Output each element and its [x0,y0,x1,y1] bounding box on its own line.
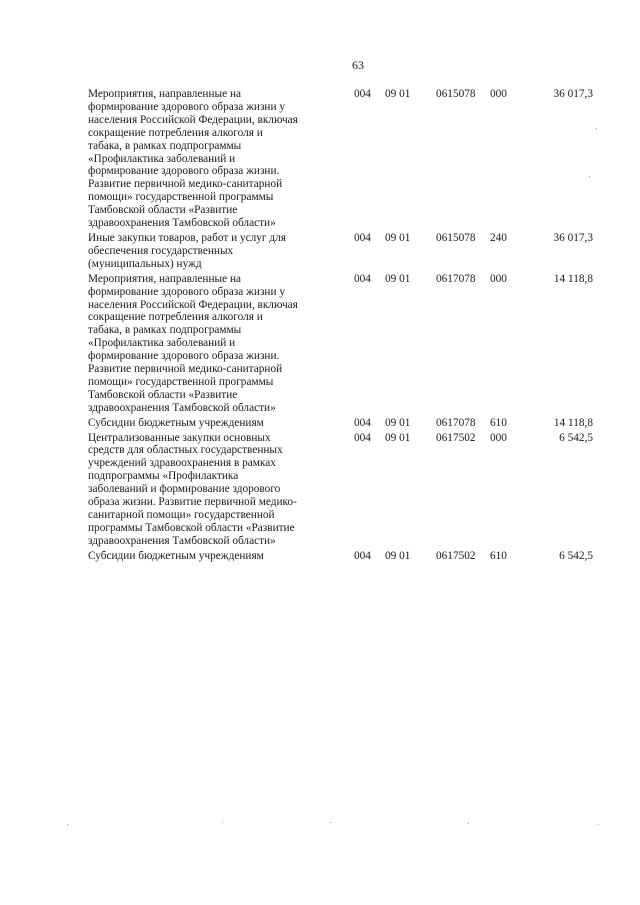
amount: 36 017,3 [553,231,593,244]
target-article-code: 0617502 [436,549,476,562]
scan-speck [589,176,590,177]
ministry-code: 004 [354,416,371,429]
table-row [88,273,593,415]
amount: 6 542,5 [559,549,593,562]
scan-speck [222,822,223,823]
amount: 14 118,8 [553,416,593,429]
scan-speck [67,824,68,825]
section-code: 09 01 [385,231,411,244]
budget-table [88,88,593,565]
expense-item-name: Мероприятия, направленные на формирование здорового образа жизни у населения Российской Федерации, включая сокращение потребления алкоголя и табака, в рамках подпрограммы «Профилактика заболеваний и формирование здорового образа жизни. Развитие первичной медико-санитарной помощи» государственной программы Тамбовской области «Развитие здравоохранения Тамбовской области» [88,88,298,230]
target-article-code: 0617078 [436,416,476,429]
amount: 14 118,8 [553,272,593,285]
target-article-code: 0615078 [436,88,476,100]
table-row [88,550,593,563]
expense-kind-code: 000 [490,272,507,285]
scan-speck [330,822,331,823]
scan-speck [598,824,599,825]
ministry-code: 004 [354,549,371,562]
ministry-code: 004 [354,272,371,285]
expense-kind-code: 000 [490,431,507,444]
ministry-code: 004 [354,431,371,444]
section-code: 09 01 [385,549,411,562]
ministry-code: 004 [354,88,371,100]
scan-speck [468,823,469,824]
table-row [88,232,593,271]
expense-kind-code: 610 [490,416,507,429]
section-code: 09 01 [385,272,411,285]
section-code: 09 01 [385,431,411,444]
amount: 6 542,5 [559,431,593,444]
target-article-code: 0617078 [436,272,476,285]
amount: 36 017,3 [553,88,593,100]
expense-item-name: Субсидии бюджетным учреждениям [88,549,264,562]
target-article-code: 0615078 [436,231,476,244]
table-row [88,432,593,548]
section-code: 09 01 [385,416,411,429]
expense-kind-code: 240 [490,231,507,244]
ministry-code: 004 [354,231,371,244]
section-code: 09 01 [385,88,411,100]
table-row [88,417,593,430]
expense-kind-code: 000 [490,88,507,100]
target-article-code: 0617502 [436,431,476,444]
expense-item-name: Мероприятия, направленные на формирование здорового образа жизни у населения Российской Федерации, включая сокращение потребления алкоголя и табака, в рамках подпрограммы «Профилактика заболеваний и формирование здорового образа жизни. Развитие первичной медико-санитарной помощи» государственной программы Тамбовской области «Развитие здравоохранения Тамбовской области» [88,272,298,414]
table-row [88,88,593,230]
expense-item-name: Централизованные закупки основных средств для областных государственных учреждений здравоохранения в рамках подпрограммы «Профилактика заболеваний и формирование здорового образа жизни. Развитие первичной медико- санитарной помощи» государственной программы Тамбовской области «Развитие здравоохранения Тамбовской области» [88,431,297,547]
expense-item-name: Иные закупки товаров, работ и услуг для обеспечения государственных (муниципальных) нужд [88,231,286,270]
expense-kind-code: 610 [490,549,507,562]
scan-speck [596,128,597,129]
page-number: 63 [352,58,364,72]
expense-item-name: Субсидии бюджетным учреждениям [88,416,264,429]
